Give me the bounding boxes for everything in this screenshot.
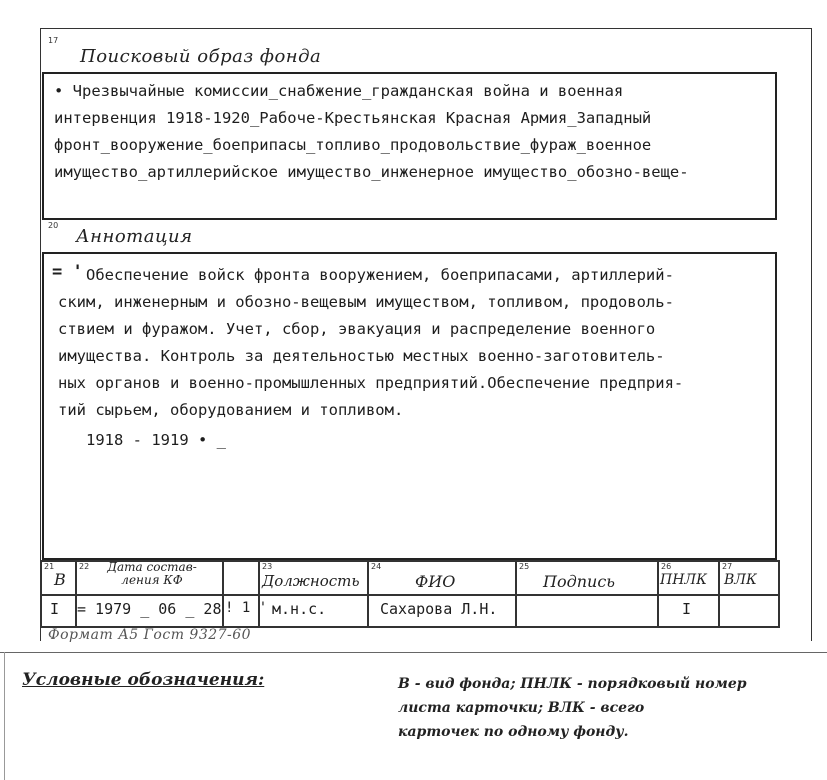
cell-date: = 1979 _ 06 _ 28 xyxy=(77,600,222,618)
search-line-1: • Чрезвычайные комиссии_снабжение_гражданская война и военная xyxy=(54,82,624,100)
field-number-25: 25 xyxy=(519,562,530,571)
cell-mark: ! 1 ' xyxy=(225,600,268,616)
cell-b: I xyxy=(50,600,60,618)
cell-position: м.н.с. xyxy=(272,600,327,618)
header-date: Дата состав- ления КФ xyxy=(107,560,197,587)
legend-title: Условные обозначения: xyxy=(22,670,265,690)
header-position: Должность xyxy=(262,572,360,590)
legend-line-1: В - вид фонда; ПНЛК - порядковый номер листа карточки; ВЛК - всего xyxy=(398,676,747,716)
legend-line-2: карточек по одному фонду. xyxy=(398,724,629,740)
cell-pnlk: I xyxy=(682,600,692,618)
field-number-21: 21 xyxy=(44,562,55,571)
header-vlk: ВЛК xyxy=(724,572,757,588)
search-image-title: Поисковый образ фонда xyxy=(80,46,322,67)
annotation-line-6: тий сырьем, оборудованием и топливом. xyxy=(58,401,404,419)
header-signature: Подпись xyxy=(543,572,616,591)
header-b: В xyxy=(54,570,66,589)
field-number-27: 27 xyxy=(722,562,733,571)
annotation-years: 1918 - 1919 • _ xyxy=(86,431,226,449)
annotation-title: Аннотация xyxy=(76,226,193,247)
annotation-line-3: ствием и фуражом. Учет, сбор, эвакуация и распределение военного xyxy=(58,320,656,338)
search-image-box xyxy=(42,72,777,220)
cell-fio: Сахарова Л.Н. xyxy=(380,600,498,618)
separator-line xyxy=(0,652,827,653)
header-pnlk: ПНЛК xyxy=(660,572,707,588)
annotation-line-2: ским, инженерным и обозно-вещевым имуществом, топливом, продоволь- xyxy=(58,293,674,311)
annotation-line-5: ных органов и военно-промышленных предприятий.Обеспечение предприя- xyxy=(58,374,684,392)
field-number-20: 20 xyxy=(48,221,59,230)
annotation-line-4: имущества. Контроль за деятельностью местных военно-заготовитель- xyxy=(58,347,665,365)
search-line-2: интервенция 1918-1920_Рабоче-Крестьянская Красная Армия_Западный xyxy=(54,109,652,127)
field-number-23: 23 xyxy=(262,562,273,571)
search-line-3: фронт_вооружение_боеприпасы_топливо_продовольствие_фураж_военное xyxy=(54,136,652,154)
header-fio: ФИО xyxy=(415,572,456,591)
field-number-24: 24 xyxy=(371,562,382,571)
search-line-4: имущество_артиллерийское имущество_инженерное имущество_обозно-веще- xyxy=(54,163,689,181)
annotation-box xyxy=(42,252,777,560)
annotation-line-1: Обеспечение войск фронта вооружением, боеприпасами, артиллерий- xyxy=(86,266,674,284)
field-number-26: 26 xyxy=(661,562,672,571)
format-note: Формат А5 Гост 9327-60 xyxy=(48,627,252,643)
field-number-22: 22 xyxy=(79,562,90,571)
annotation-marker: = ' xyxy=(52,262,83,282)
left-edge-line xyxy=(4,652,5,780)
field-number-17: 17 xyxy=(48,36,59,45)
legend-text xyxy=(398,672,803,744)
